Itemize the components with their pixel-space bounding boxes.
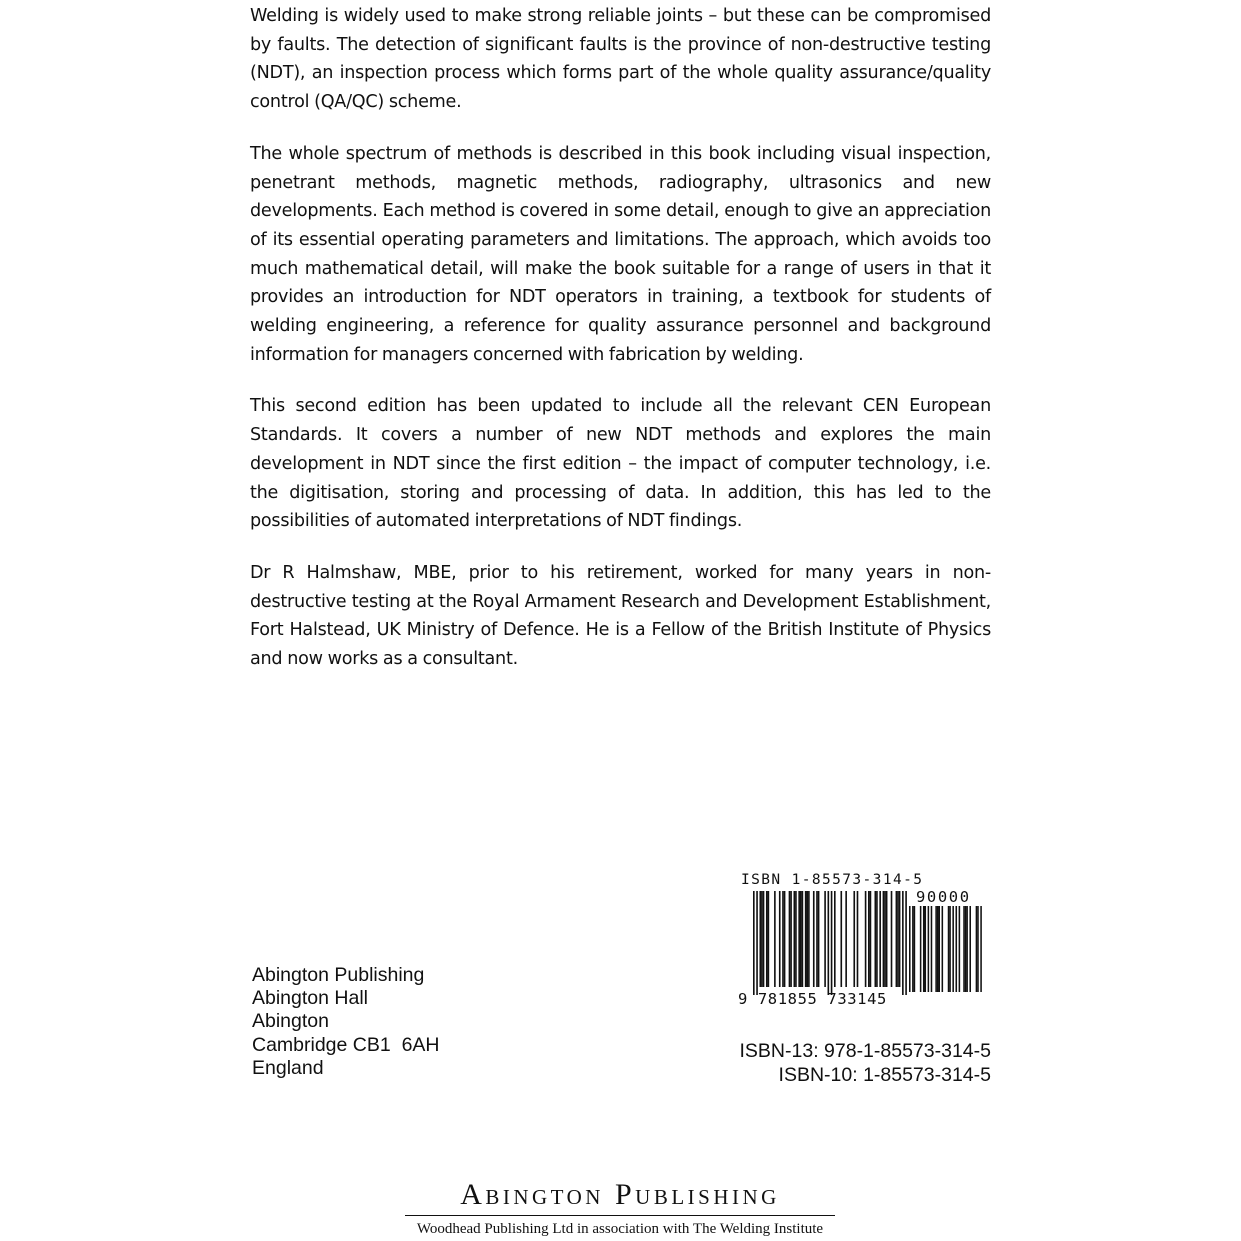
barcode-bar <box>875 891 877 987</box>
barcode-bar <box>828 891 830 995</box>
barcode-bar <box>813 891 815 987</box>
barcode-addon-bar <box>966 906 968 992</box>
barcode-bar <box>782 891 784 987</box>
publisher-address <box>252 964 440 1080</box>
barcode-bar <box>794 891 796 987</box>
barcode-addon-bar <box>969 906 971 992</box>
barcode-bar <box>761 891 763 987</box>
blurb-paragraph-methods: The whole spectrum of methods is described in this book including visual inspection, penetrant methods, magnetic methods, radiography, ultrasonics and new developments. Each method is covered in some detail, enough to give an appreciation of its essential operating parameters and limitations. The approach, which avoids too much mathematical detail, will make the book suitable for a range of users in that it provides an introduction for NDT operators in training, a textbook for students of welding engineering, a reference for quality assurance personnel and background information for managers concerned with fabrication by welding. <box>250 143 991 365</box>
barcode-bar <box>768 891 770 987</box>
address-line: Abington Hall <box>252 987 368 1010</box>
publisher-tagline: Woodhead Publishing Ltd in association with The Welding Institute <box>416 1221 824 1237</box>
address-line: Cambridge CB1 6AH <box>252 1033 440 1056</box>
barcode-bar <box>886 891 888 987</box>
barcode-bar <box>883 891 885 987</box>
barcode-addon-bar <box>931 906 933 992</box>
barcode-addon-bar <box>980 906 982 992</box>
address-line: England <box>252 1056 324 1079</box>
barcode-bar <box>870 891 872 987</box>
barcode-isbn-label: ISBN 1-85573-314-5 <box>741 872 924 888</box>
isbn-numbers <box>690 1040 991 1087</box>
barcode-bar <box>840 891 842 987</box>
barcode-addon-bar <box>949 906 951 992</box>
publisher-name: Abington Publishing <box>460 1178 780 1211</box>
barcode-addon-bar <box>976 906 978 992</box>
back-cover-blurb <box>250 2 991 697</box>
barcode-addon-bar <box>977 906 979 992</box>
barcode-addon-bar <box>937 906 939 992</box>
barcode-addon-bar <box>928 906 930 992</box>
barcode-addon-bar <box>956 906 958 992</box>
barcode-bar <box>759 891 761 987</box>
address-line: Abington <box>252 1010 329 1033</box>
barcode-bar <box>808 891 810 987</box>
barcode-bar <box>790 891 792 987</box>
blurb-paragraph-author: Dr R Halmshaw, MBE, prior to his retirement, worked for many years in non-destructive testing at the Royal Armament Research and Development Establishment, Fort Halstead, UK Ministry of Defence. He is a Fellow of the British Institute of Physics and now works as a consultant. <box>250 562 991 670</box>
barcode-bar <box>763 891 765 987</box>
barcode-bar <box>897 891 899 987</box>
barcode-bar <box>753 891 755 995</box>
blurb-paragraph-edition: This second edition has been updated to include all the relevant CEN European Standards. It covers a number of new NDT methods and explores the main development in NDT since the first edition – the impact of computer technology, i.e. the digitisation, storing and processing of data. In addition, this has led to the possibilities of automated interpretations of NDT findings. <box>250 396 991 532</box>
isbn-13: ISBN-13: 978-1-85573-314-5 <box>739 1040 991 1062</box>
barcode-addon-bar <box>925 906 927 992</box>
barcode-addon-bar <box>920 906 922 992</box>
barcode-bar <box>899 891 901 987</box>
barcode-addon-bar <box>965 906 967 992</box>
barcode-bar <box>805 891 807 987</box>
barcode-bar <box>784 891 786 987</box>
barcode-bar <box>902 891 904 995</box>
barcode-bar <box>789 891 791 987</box>
barcode-bar <box>816 891 818 987</box>
barcode-addon-bar <box>912 906 914 992</box>
barcode-addon-bar <box>963 906 965 992</box>
barcode-bar <box>802 891 804 987</box>
barcode-bar <box>853 891 855 987</box>
barcode-bar <box>834 891 836 987</box>
barcode-bar <box>891 891 893 987</box>
barcode-bar <box>766 891 768 987</box>
barcode-bar <box>896 891 898 987</box>
publisher-rule <box>405 1215 835 1216</box>
barcode-ean-digits: 9 781855 733145 <box>738 990 887 1008</box>
barcode-bar <box>806 891 808 987</box>
barcode-bar <box>884 891 886 987</box>
barcode-bar <box>868 891 870 987</box>
barcode-bar <box>795 891 797 987</box>
barcode-bar <box>818 891 820 987</box>
barcode-addon-bar <box>952 906 954 992</box>
barcode-bar <box>876 891 878 987</box>
barcode-addon-bar <box>942 906 944 992</box>
barcode-bar <box>756 891 758 995</box>
blurb-paragraph-intro: Welding is widely used to make strong reliable joints – but these can be compromised by faults. The detection of significant faults is the province of non-destructive testing (NDT), an inspection process which forms part of the whole quality assurance/quality control (QA/QC) scheme. <box>250 6 991 113</box>
barcode-bar <box>865 891 867 987</box>
barcode-bar <box>879 891 881 987</box>
address-line: Abington Publishing <box>252 964 425 986</box>
publisher-imprint <box>405 1177 835 1239</box>
barcode-bar <box>798 891 800 987</box>
isbn-barcode <box>733 872 991 1012</box>
isbn-10: ISBN-10: 1-85573-314-5 <box>778 1063 991 1086</box>
barcode-bar <box>800 891 802 987</box>
barcode-addon-bar <box>948 906 950 992</box>
barcode-bar <box>857 891 859 987</box>
barcode-addon-digits: 90000 <box>916 888 971 906</box>
barcode-addon-bar <box>938 906 940 992</box>
barcode-addon-bar <box>935 906 937 992</box>
barcode-bar <box>845 891 847 987</box>
barcode-addon-bar <box>923 906 925 992</box>
barcode-addon-bar <box>914 906 916 992</box>
barcode-addon-bar <box>959 906 961 992</box>
barcode-bar <box>824 891 826 987</box>
barcode-bar <box>905 891 907 995</box>
barcode-bar <box>831 891 833 995</box>
barcode-bar <box>779 891 781 987</box>
barcode-bar <box>774 891 776 987</box>
barcode-addon-bar <box>909 906 911 992</box>
